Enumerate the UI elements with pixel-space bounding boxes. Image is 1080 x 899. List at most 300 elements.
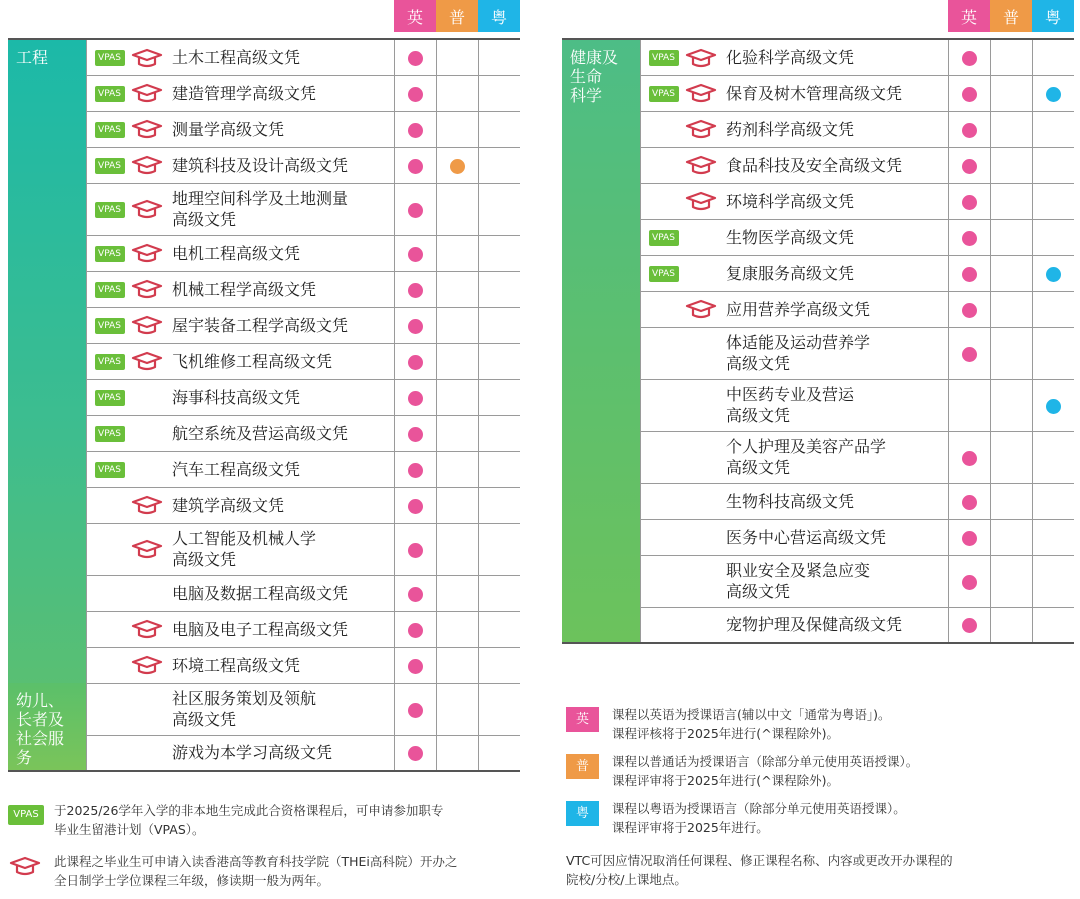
lang-pu-cell xyxy=(990,255,1032,291)
lang-yue-cell xyxy=(478,147,520,183)
cap-cell xyxy=(684,607,726,643)
lang-yue-cell xyxy=(478,183,520,235)
vpas-cell xyxy=(640,111,684,147)
lang-en-dot xyxy=(408,391,423,406)
graduation-cap-icon xyxy=(684,83,718,103)
lang-pu-cell xyxy=(990,555,1032,607)
graduation-cap-icon xyxy=(130,199,164,219)
cap-cell xyxy=(684,219,726,255)
course-name: 地理空间科学及土地测量 高级文凭 xyxy=(172,183,394,235)
cap-cell xyxy=(130,487,172,523)
vpas-badge: VPAS xyxy=(95,158,125,174)
vpas-cell xyxy=(86,183,130,235)
graduation-cap-icon xyxy=(130,495,164,515)
vpas-cell xyxy=(86,415,130,451)
vpas-badge: VPAS xyxy=(95,86,125,102)
lang-pu-cell xyxy=(990,111,1032,147)
lang-en-cell xyxy=(394,611,436,647)
lang-en-dot xyxy=(962,303,977,318)
lang-en-dot xyxy=(408,746,423,761)
lang-yue-dot xyxy=(1046,267,1061,282)
lang-pu-cell xyxy=(990,39,1032,75)
lang-yue-cell xyxy=(1032,147,1074,183)
course-name: 应用营养学高级文凭 xyxy=(726,291,948,327)
cap-cell xyxy=(684,379,726,431)
lang-en-dot xyxy=(408,319,423,334)
lang-en-cell xyxy=(948,555,990,607)
lang-pu-cell xyxy=(990,431,1032,483)
graduation-cap-icon xyxy=(130,155,164,175)
lang-pu-cell xyxy=(990,519,1032,555)
lang-en-cell xyxy=(394,415,436,451)
lang-en-dot xyxy=(408,51,423,66)
cap-cell xyxy=(130,735,172,771)
lang-yue-cell xyxy=(478,487,520,523)
lang-pu-dot xyxy=(450,159,465,174)
vpas-badge: VPAS xyxy=(8,805,44,825)
vpas-cell xyxy=(86,487,130,523)
lang-en-dot xyxy=(962,231,977,246)
cap-note xyxy=(8,852,508,890)
vpas-note xyxy=(8,801,508,839)
graduation-cap-icon xyxy=(130,539,164,559)
lang-yue-cell xyxy=(478,735,520,771)
lang-yue-cell xyxy=(1032,483,1074,519)
lang-en-dot xyxy=(408,159,423,174)
cap-cell xyxy=(684,291,726,327)
lang-en-cell xyxy=(394,147,436,183)
lang-en-dot xyxy=(408,247,423,262)
lang-en-cell xyxy=(394,683,436,735)
lang-yue-cell xyxy=(1032,379,1074,431)
cap-cell xyxy=(130,575,172,611)
vpas-cell xyxy=(640,379,684,431)
cap-cell xyxy=(684,483,726,519)
lang-pu-cell xyxy=(436,183,478,235)
cap-cell xyxy=(130,451,172,487)
vpas-cell xyxy=(86,307,130,343)
vpas-badge: VPAS xyxy=(95,122,125,138)
course-name: 汽车工程高级文凭 xyxy=(172,451,394,487)
vpas-cell xyxy=(86,523,130,575)
cap-cell xyxy=(130,523,172,575)
cap-cell xyxy=(684,183,726,219)
lang-en-cell xyxy=(394,575,436,611)
vpas-cell xyxy=(640,607,684,643)
vpas-cell xyxy=(86,39,130,75)
vpas-badge: VPAS xyxy=(95,390,125,406)
lang-en-dot xyxy=(408,703,423,718)
lang-en-dot xyxy=(408,123,423,138)
lang-pu-cell xyxy=(436,523,478,575)
cap-cell xyxy=(130,271,172,307)
lang-pu-cell xyxy=(436,487,478,523)
lang-en-dot xyxy=(408,87,423,102)
cap-note-text: 此课程之毕业生可申请入读香港高等教育科技学院（THEi高科院）开办之 全日制学士学位课程三年级，修读期一般为两年。 xyxy=(54,854,458,888)
graduation-cap-icon xyxy=(684,191,718,211)
vpas-cell xyxy=(86,343,130,379)
lang-pu-cell xyxy=(436,379,478,415)
lang-en-dot xyxy=(408,283,423,298)
lang-header-en: 英 xyxy=(948,0,990,32)
cap-cell xyxy=(130,307,172,343)
lang-en-cell xyxy=(394,451,436,487)
cap-cell xyxy=(130,379,172,415)
cap-cell xyxy=(130,111,172,147)
lang-pu-cell xyxy=(436,147,478,183)
yue-note xyxy=(566,799,1066,837)
course-name: 职业安全及紧急应变 高级文凭 xyxy=(726,555,948,607)
course-name: 土木工程高级文凭 xyxy=(172,39,394,75)
category-label: 工程 xyxy=(8,39,86,683)
graduation-cap-icon xyxy=(130,351,164,371)
lang-yue-cell xyxy=(1032,431,1074,483)
lang-yue-cell xyxy=(1032,111,1074,147)
cap-cell xyxy=(130,415,172,451)
lang-yue-cell xyxy=(478,111,520,147)
lang-yue-cell xyxy=(1032,183,1074,219)
course-name: 建造管理学高级文凭 xyxy=(172,75,394,111)
course-name: 食品科技及安全高级文凭 xyxy=(726,147,948,183)
vpas-cell xyxy=(86,451,130,487)
lang-yue-cell xyxy=(478,683,520,735)
lang-en-dot xyxy=(962,123,977,138)
lang-pu-cell xyxy=(990,291,1032,327)
graduation-cap-icon xyxy=(684,48,718,68)
lang-en-cell xyxy=(948,519,990,555)
lang-yue-cell xyxy=(478,611,520,647)
lang-pu-cell xyxy=(436,39,478,75)
en-note xyxy=(566,705,1066,743)
lang-header-pu: 普 xyxy=(436,0,478,32)
vpas-cell xyxy=(640,519,684,555)
en-legend-box: 英 xyxy=(566,707,599,732)
vpas-cell xyxy=(640,555,684,607)
graduation-cap-icon xyxy=(130,315,164,335)
lang-yue-dot xyxy=(1046,87,1061,102)
lang-yue-cell xyxy=(478,575,520,611)
lang-yue-cell xyxy=(478,39,520,75)
lang-en-cell xyxy=(394,307,436,343)
course-name: 社区服务策划及领航 高级文凭 xyxy=(172,683,394,735)
vpas-badge: VPAS xyxy=(649,50,679,66)
vpas-cell xyxy=(86,111,130,147)
course-name: 机械工程学高级文凭 xyxy=(172,271,394,307)
lang-yue-cell xyxy=(478,271,520,307)
lang-pu-cell xyxy=(990,219,1032,255)
pu-legend-box: 普 xyxy=(566,754,599,779)
lang-pu-cell xyxy=(436,111,478,147)
category-label: 幼儿、 长者及 社会服务 xyxy=(8,683,86,771)
lang-yue-cell xyxy=(1032,607,1074,643)
lang-en-dot xyxy=(962,618,977,633)
vpas-cell xyxy=(86,75,130,111)
right-language-header xyxy=(948,0,1074,32)
graduation-cap-icon xyxy=(684,155,718,175)
cap-cell xyxy=(130,39,172,75)
lang-pu-cell xyxy=(436,451,478,487)
course-row xyxy=(562,39,1074,75)
lang-pu-cell xyxy=(990,379,1032,431)
graduation-cap-icon xyxy=(684,299,718,319)
lang-yue-cell xyxy=(1032,555,1074,607)
lang-en-cell xyxy=(394,235,436,271)
course-name: 人工智能及机械人学 高级文凭 xyxy=(172,523,394,575)
cap-cell xyxy=(684,431,726,483)
course-name: 化验科学高级文凭 xyxy=(726,39,948,75)
lang-en-cell xyxy=(948,291,990,327)
course-name: 医务中心营运高级文凭 xyxy=(726,519,948,555)
lang-en-cell xyxy=(948,183,990,219)
course-name: 屋宇装备工程学高级文凭 xyxy=(172,307,394,343)
cap-cell xyxy=(684,555,726,607)
lang-en-dot xyxy=(408,499,423,514)
lang-en-cell xyxy=(948,327,990,379)
vpas-cell xyxy=(640,147,684,183)
lang-en-dot xyxy=(962,267,977,282)
lang-header-yue: 粤 xyxy=(1032,0,1074,32)
vpas-cell xyxy=(86,575,130,611)
vpas-badge: VPAS xyxy=(649,266,679,282)
graduation-cap-icon xyxy=(130,279,164,299)
right-course-table xyxy=(562,38,1074,644)
pu-note-text: 课程以普通话为授课语言（除部分单元使用英语授课）。 课程评审将于2025年进行(^课程除外)。 xyxy=(612,754,919,788)
category-label: 健康及 生命 科学 xyxy=(562,39,640,643)
lang-en-dot xyxy=(962,347,977,362)
cap-cell xyxy=(130,611,172,647)
lang-en-dot xyxy=(408,543,423,558)
lang-en-cell xyxy=(948,607,990,643)
cap-cell xyxy=(130,147,172,183)
yue-note-text: 课程以粤语为授课语言（除部分单元使用英语授课）。 课程评审将于2025年进行。 xyxy=(612,801,906,835)
lang-pu-cell xyxy=(436,415,478,451)
course-name: 建筑学高级文凭 xyxy=(172,487,394,523)
lang-yue-cell xyxy=(1032,219,1074,255)
lang-en-cell xyxy=(394,647,436,683)
cap-cell xyxy=(130,235,172,271)
lang-yue-cell xyxy=(1032,327,1074,379)
course-name: 生物医学高级文凭 xyxy=(726,219,948,255)
lang-yue-cell xyxy=(478,647,520,683)
cap-cell xyxy=(130,75,172,111)
yue-legend-box: 粤 xyxy=(566,801,599,826)
course-name: 电脑及电子工程高级文凭 xyxy=(172,611,394,647)
lang-yue-cell xyxy=(478,307,520,343)
lang-pu-cell xyxy=(436,235,478,271)
vpas-badge: VPAS xyxy=(649,230,679,246)
lang-en-dot xyxy=(408,355,423,370)
vtc-note: VTC可因应情况取消任何课程、修正课程名称、内容或更改开办课程的 院校/分校/上课地点。 xyxy=(566,853,953,887)
lang-pu-cell xyxy=(436,683,478,735)
course-name: 环境工程高级文凭 xyxy=(172,647,394,683)
lang-yue-cell xyxy=(478,235,520,271)
lang-yue-dot xyxy=(1046,399,1061,414)
lang-header-en: 英 xyxy=(394,0,436,32)
cap-cell xyxy=(684,111,726,147)
lang-pu-cell xyxy=(436,575,478,611)
vpas-badge: VPAS xyxy=(649,86,679,102)
vpas-cell xyxy=(640,483,684,519)
vpas-cell xyxy=(86,235,130,271)
lang-yue-cell xyxy=(478,379,520,415)
cap-cell xyxy=(130,343,172,379)
vpas-cell xyxy=(86,611,130,647)
lang-yue-cell xyxy=(1032,291,1074,327)
lang-header-yue: 粤 xyxy=(478,0,520,32)
vpas-cell xyxy=(86,683,130,735)
course-name: 生物科技高级文凭 xyxy=(726,483,948,519)
vpas-badge: VPAS xyxy=(95,354,125,370)
lang-en-dot xyxy=(408,623,423,638)
lang-pu-cell xyxy=(990,607,1032,643)
vpas-badge: VPAS xyxy=(95,426,125,442)
lang-en-cell xyxy=(394,735,436,771)
lang-en-cell xyxy=(948,147,990,183)
vpas-cell xyxy=(640,431,684,483)
lang-header-pu: 普 xyxy=(990,0,1032,32)
lang-en-cell xyxy=(394,271,436,307)
course-name: 中医药专业及营运 高级文凭 xyxy=(726,379,948,431)
lang-yue-cell xyxy=(478,343,520,379)
lang-en-cell xyxy=(948,255,990,291)
graduation-cap-icon xyxy=(130,655,164,675)
lang-en-dot xyxy=(962,87,977,102)
course-name: 建筑科技及设计高级文凭 xyxy=(172,147,394,183)
en-note-text: 课程以英语为授课语言(辅以中文「通常为粤语」)。 课程评核将于2025年进行(^课程除外)。 xyxy=(612,707,891,741)
vpas-cell xyxy=(86,271,130,307)
vpas-badge: VPAS xyxy=(95,246,125,262)
lang-en-cell xyxy=(394,75,436,111)
lang-en-cell xyxy=(394,379,436,415)
lang-en-cell xyxy=(948,483,990,519)
lang-en-cell xyxy=(394,523,436,575)
course-name: 宠物护理及保健高级文凭 xyxy=(726,607,948,643)
course-name: 电脑及数据工程高级文凭 xyxy=(172,575,394,611)
lang-en-cell xyxy=(948,75,990,111)
lang-en-dot xyxy=(962,195,977,210)
cap-cell xyxy=(684,147,726,183)
left-course-table xyxy=(8,38,520,772)
lang-yue-cell xyxy=(1032,39,1074,75)
vpas-badge: VPAS xyxy=(95,50,125,66)
cap-cell xyxy=(684,255,726,291)
lang-en-dot xyxy=(962,575,977,590)
vpas-cell xyxy=(640,183,684,219)
lang-en-dot xyxy=(962,451,977,466)
pu-note xyxy=(566,752,1066,790)
course-name: 游戏为本学习高级文凭 xyxy=(172,735,394,771)
lang-en-cell xyxy=(394,39,436,75)
lang-en-cell xyxy=(948,431,990,483)
course-name: 体适能及运动营养学 高级文凭 xyxy=(726,327,948,379)
lang-pu-cell xyxy=(436,647,478,683)
graduation-cap-icon xyxy=(130,243,164,263)
cap-cell xyxy=(684,39,726,75)
course-row xyxy=(8,683,520,735)
lang-pu-cell xyxy=(436,75,478,111)
lang-en-cell xyxy=(948,379,990,431)
lang-pu-cell xyxy=(436,343,478,379)
lang-pu-cell xyxy=(990,183,1032,219)
course-name: 环境科学高级文凭 xyxy=(726,183,948,219)
lang-yue-cell xyxy=(1032,75,1074,111)
lang-en-dot xyxy=(408,203,423,218)
lang-en-cell xyxy=(948,219,990,255)
graduation-cap-icon xyxy=(130,83,164,103)
course-name: 测量学高级文凭 xyxy=(172,111,394,147)
vpas-cell xyxy=(640,75,684,111)
lang-en-cell xyxy=(394,343,436,379)
vpas-cell xyxy=(640,39,684,75)
vpas-cell xyxy=(640,255,684,291)
vpas-badge: VPAS xyxy=(95,282,125,298)
vpas-cell xyxy=(86,379,130,415)
vpas-cell xyxy=(86,147,130,183)
course-name: 药剂科学高级文凭 xyxy=(726,111,948,147)
cap-cell xyxy=(684,75,726,111)
graduation-cap-icon xyxy=(130,48,164,68)
vpas-cell xyxy=(86,735,130,771)
lang-en-dot xyxy=(962,495,977,510)
lang-yue-cell xyxy=(478,523,520,575)
lang-pu-cell xyxy=(436,271,478,307)
vpas-note-text: 于2025/26学年入学的非本地生完成此合资格课程后，可申请参加职专 毕业生留港计划（VPAS）。 xyxy=(54,803,444,837)
course-name: 个人护理及美容产品学 高级文凭 xyxy=(726,431,948,483)
lang-yue-cell xyxy=(478,451,520,487)
lang-en-dot xyxy=(408,427,423,442)
lang-pu-cell xyxy=(436,735,478,771)
vpas-badge: VPAS xyxy=(95,202,125,218)
course-name: 航空系统及营运高级文凭 xyxy=(172,415,394,451)
vpas-cell xyxy=(640,291,684,327)
graduation-cap-icon xyxy=(684,119,718,139)
lang-en-dot xyxy=(962,531,977,546)
lang-pu-cell xyxy=(990,483,1032,519)
vpas-cell xyxy=(86,647,130,683)
lang-pu-cell xyxy=(436,307,478,343)
lang-pu-cell xyxy=(990,327,1032,379)
course-row xyxy=(8,39,520,75)
lang-yue-cell xyxy=(478,415,520,451)
course-name: 飞机维修工程高级文凭 xyxy=(172,343,394,379)
graduation-cap-icon xyxy=(8,856,42,876)
cap-cell xyxy=(130,683,172,735)
vpas-badge: VPAS xyxy=(95,318,125,334)
lang-en-cell xyxy=(394,487,436,523)
vpas-badge: VPAS xyxy=(95,462,125,478)
left-language-header xyxy=(394,0,520,32)
lang-pu-cell xyxy=(990,75,1032,111)
lang-en-dot xyxy=(962,51,977,66)
cap-cell xyxy=(684,327,726,379)
cap-cell xyxy=(130,183,172,235)
lang-en-dot xyxy=(408,659,423,674)
lang-yue-cell xyxy=(1032,255,1074,291)
graduation-cap-icon xyxy=(130,619,164,639)
lang-en-cell xyxy=(948,111,990,147)
lang-pu-cell xyxy=(990,147,1032,183)
lang-en-dot xyxy=(962,159,977,174)
lang-en-cell xyxy=(394,111,436,147)
cap-cell xyxy=(130,647,172,683)
lang-pu-cell xyxy=(436,611,478,647)
lang-en-cell xyxy=(394,183,436,235)
course-name: 电机工程高级文凭 xyxy=(172,235,394,271)
lang-en-dot xyxy=(408,587,423,602)
lang-yue-cell xyxy=(478,75,520,111)
course-name: 保育及树木管理高级文凭 xyxy=(726,75,948,111)
lang-en-dot xyxy=(408,463,423,478)
